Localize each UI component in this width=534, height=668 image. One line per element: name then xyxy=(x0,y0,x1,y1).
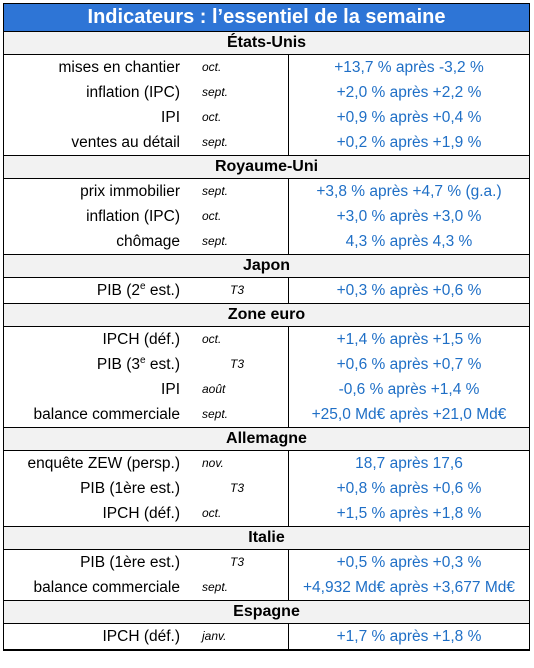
table-row xyxy=(4,179,529,204)
table-row xyxy=(4,229,529,255)
value-cell: +4,932 Md€ après +3,677 Md€ xyxy=(303,579,515,596)
period-cell: T3 xyxy=(186,550,289,575)
indicator-label: IPCH (déf.) xyxy=(102,505,180,522)
table-row xyxy=(4,624,529,650)
value-cell: +1,7 % après +1,8 % xyxy=(336,628,482,645)
indicator-label: balance commerciale xyxy=(33,579,180,596)
value-cell: 18,7 après 17,6 xyxy=(355,455,463,472)
value-cell: +25,0 Md€ après +21,0 Md€ xyxy=(311,406,507,423)
section-header: Royaume-Uni xyxy=(4,156,529,179)
value-cell: +3,0 % après +3,0 % xyxy=(336,208,482,225)
period-cell: janv. xyxy=(186,624,289,649)
indicator-label: PIB (1ère est.) xyxy=(80,554,180,571)
label-superscript: e xyxy=(139,354,146,366)
period-cell: T3 xyxy=(186,476,289,501)
value-cell: +3,8 % après +4,7 % (g.a.) xyxy=(316,183,502,200)
indicator-label: IPCH (déf.) xyxy=(102,331,180,348)
value-cell: 4,3 % après 4,3 % xyxy=(345,233,473,250)
period-cell: oct. xyxy=(186,105,289,130)
indicator-label: enquête ZEW (persp.) xyxy=(27,455,180,472)
label-text: PIB (3 xyxy=(96,356,140,373)
table-row xyxy=(4,105,529,130)
section-header: Japon xyxy=(4,255,529,278)
section-header: États-Unis xyxy=(4,32,529,55)
table-row xyxy=(4,550,529,575)
section-header: Espagne xyxy=(4,601,529,624)
table-body xyxy=(4,32,529,650)
indicator-label: IPI xyxy=(161,109,180,126)
indicator-label: ventes au détail xyxy=(71,134,180,151)
table-title: Indicateurs : l’essentiel de la semaine xyxy=(4,4,529,32)
period-cell: oct. xyxy=(186,55,289,80)
period-cell: sept. xyxy=(186,402,289,427)
period-cell: sept. xyxy=(186,229,289,254)
indicator-label xyxy=(4,278,186,303)
period-cell: août xyxy=(186,377,289,402)
value-cell: -0,6 % après +1,4 % xyxy=(338,381,480,398)
period-cell: oct. xyxy=(186,204,289,229)
value-cell: +0,3 % après +0,6 % xyxy=(336,282,482,299)
indicator-label: chômage xyxy=(116,233,180,250)
label-superscript: e xyxy=(139,280,146,292)
value-cell: +0,8 % après +0,6 % xyxy=(336,480,482,497)
period-cell: sept. xyxy=(186,130,289,155)
table-row xyxy=(4,501,529,527)
period-cell: sept. xyxy=(186,575,289,600)
table-row xyxy=(4,327,529,352)
period-cell: sept. xyxy=(186,80,289,105)
table-row xyxy=(4,278,529,304)
indicator-label: prix immobilier xyxy=(80,183,180,200)
indicator-label: PIB (1ère est.) xyxy=(80,480,180,497)
table-row xyxy=(4,55,529,80)
label-text: PIB (2 xyxy=(96,282,140,299)
table-row xyxy=(4,377,529,402)
indicator-label: inflation (IPC) xyxy=(86,208,180,225)
indicator-label: inflation (IPC) xyxy=(86,84,180,101)
period-cell: T3 xyxy=(186,278,289,303)
table-row xyxy=(4,451,529,476)
indicator-label xyxy=(4,352,186,377)
section-header: Allemagne xyxy=(4,428,529,451)
indicator-label: balance commerciale xyxy=(33,406,180,423)
section-header: Zone euro xyxy=(4,304,529,327)
indicator-label: mises en chantier xyxy=(58,59,180,76)
value-cell: +13,7 % après -3,2 % xyxy=(334,59,484,76)
period-cell: oct. xyxy=(186,327,289,352)
table-row xyxy=(4,204,529,229)
table-row xyxy=(4,80,529,105)
period-cell: T3 xyxy=(186,352,289,377)
indicator-label: IPCH (déf.) xyxy=(102,628,180,645)
label-text: est.) xyxy=(145,282,180,299)
period-cell: oct. xyxy=(186,501,289,526)
value-cell: +2,0 % après +2,2 % xyxy=(336,84,482,101)
value-cell: +1,5 % après +1,8 % xyxy=(336,505,482,522)
indicators-table xyxy=(3,3,530,651)
value-cell: +1,4 % après +1,5 % xyxy=(336,331,482,348)
table-row xyxy=(4,402,529,428)
period-cell: nov. xyxy=(186,451,289,476)
indicator-label: IPI xyxy=(161,381,180,398)
section-header: Italie xyxy=(4,527,529,550)
period-cell: sept. xyxy=(186,179,289,204)
table-row xyxy=(4,476,529,501)
value-cell: +0,2 % après +1,9 % xyxy=(336,134,482,151)
label-text: est.) xyxy=(145,356,180,373)
value-cell: +0,6 % après +0,7 % xyxy=(336,356,482,373)
table-row xyxy=(4,130,529,156)
value-cell: +0,5 % après +0,3 % xyxy=(336,554,482,571)
table-row xyxy=(4,575,529,601)
table-row xyxy=(4,352,529,377)
value-cell: +0,9 % après +0,4 % xyxy=(336,109,482,126)
